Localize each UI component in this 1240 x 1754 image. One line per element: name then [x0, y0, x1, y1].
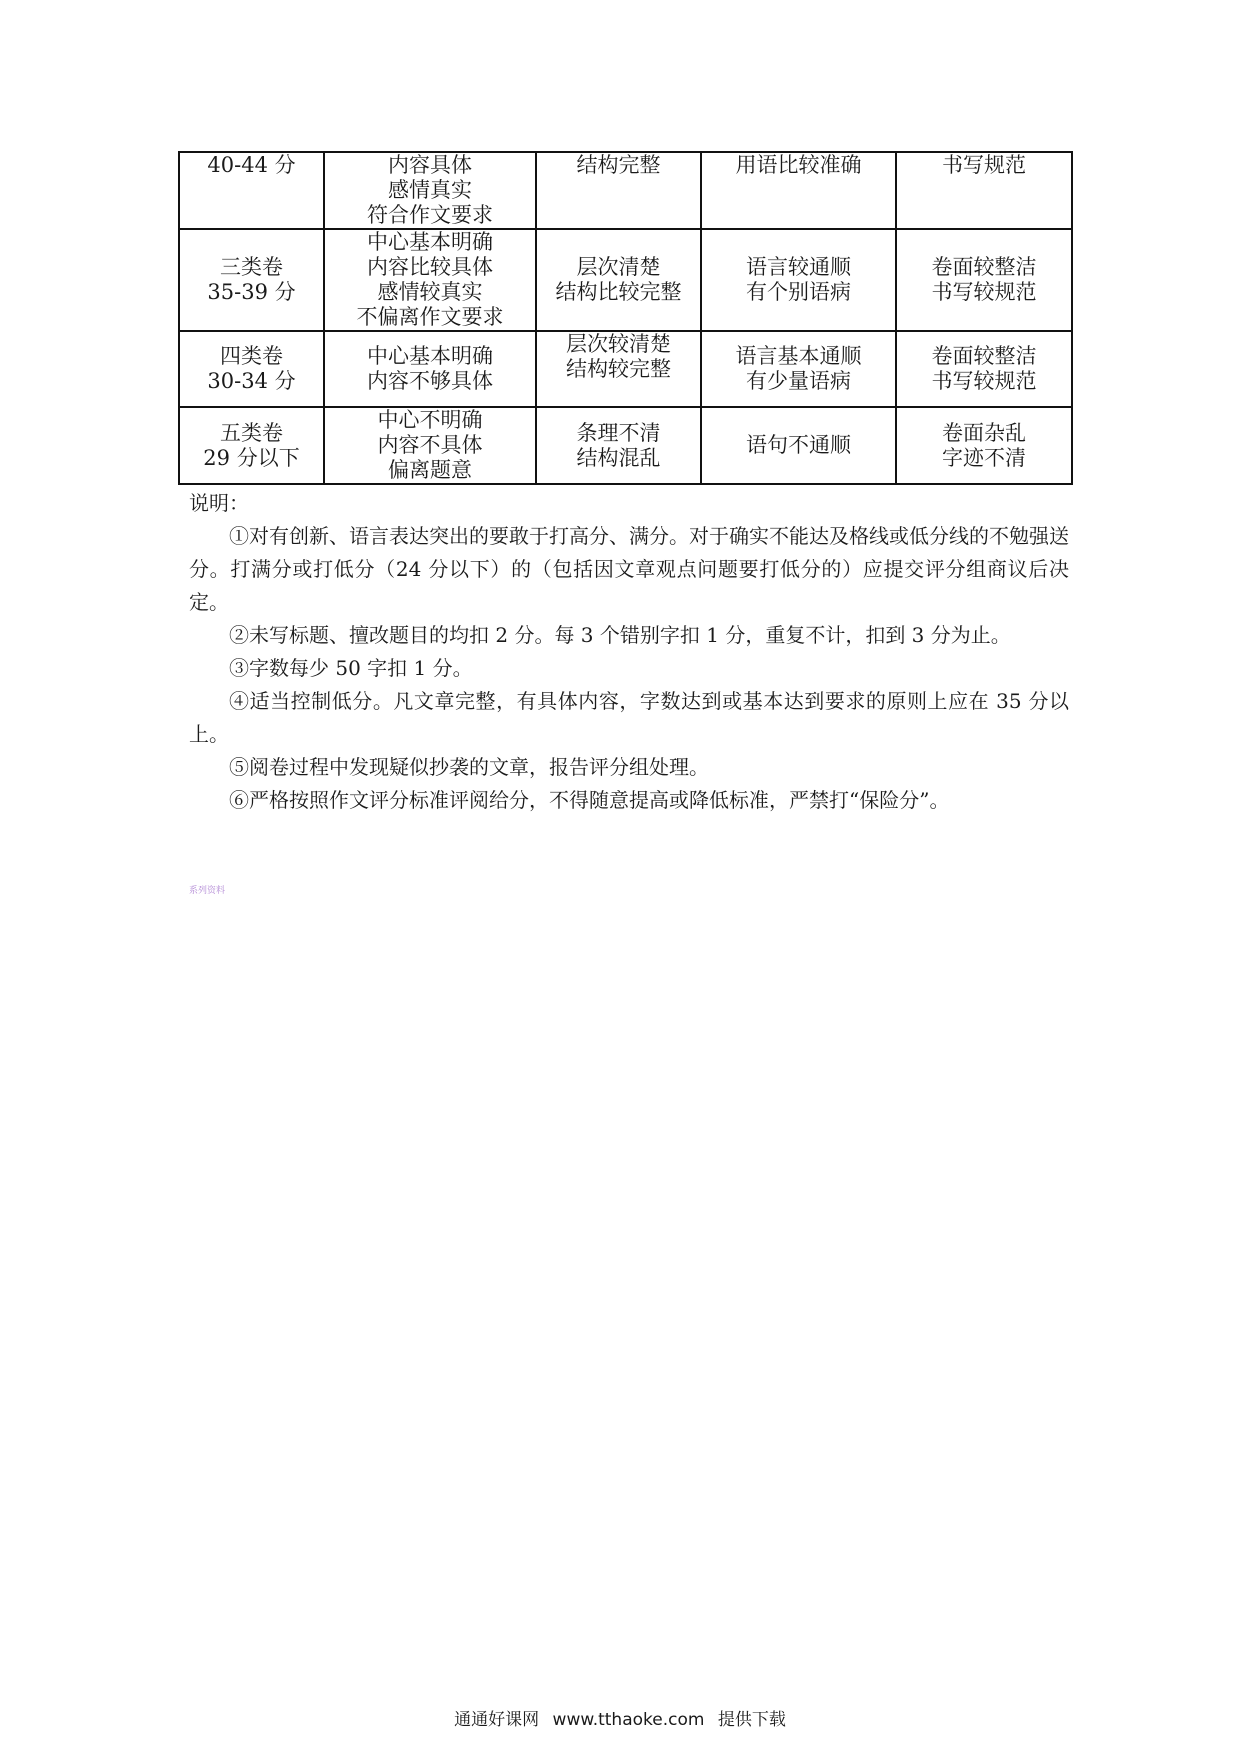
notes-section	[189, 487, 1069, 817]
table-cell: 条理不清 结构混乱	[536, 407, 701, 484]
note-item: ①对有创新、语言表达突出的要敢于打高分、满分。对于确实不能达及格线或低分线的不勉强送分。打满分或打低分（24 分以下）的（包括因文章观点问题要打低分的）应提交评分组商议后决定。	[189, 524, 1069, 614]
table-cell: 语句不通顺	[701, 407, 896, 484]
table-cell: 层次清楚 结构比较完整	[536, 229, 701, 331]
table-cell: 五类卷 29 分以下	[179, 407, 324, 484]
footer-site-name: 通通好课网	[454, 1710, 540, 1730]
table-cell: 用语比较准确	[701, 152, 896, 229]
note-item: ②未写标题、擅改题目的均扣 2 分。每 3 个错别字扣 1 分，重复不计，扣到 3 分为止。	[229, 623, 1011, 647]
footer-url[interactable]: www.tthaoke.com	[552, 1710, 705, 1730]
table-cell: 语言基本通顺 有少量语病	[701, 331, 896, 407]
footer-suffix: 提供下载	[717, 1710, 786, 1730]
table-row	[179, 331, 1072, 407]
table-cell: 书写规范	[896, 152, 1072, 229]
table-row	[179, 407, 1072, 484]
table-cell: 语言较通顺 有个别语病	[701, 229, 896, 331]
note-item: ④适当控制低分。凡文章完整，有具体内容，字数达到或基本达到要求的原则上应在 35 分以上。	[189, 689, 1069, 746]
note-item: ③字数每少 50 字扣 1 分。	[229, 656, 473, 680]
notes-heading: 说明：	[189, 491, 249, 515]
table-row	[179, 229, 1072, 331]
table-row	[179, 152, 1072, 229]
table-cell: 四类卷 30-34 分	[179, 331, 324, 407]
table-cell: 结构完整	[536, 152, 701, 229]
page-footer	[0, 1705, 1240, 1730]
table-cell: 内容具体 感情真实 符合作文要求	[324, 152, 536, 229]
table-cell: 中心基本明确 内容不够具体	[324, 331, 536, 407]
table-cell: 卷面较整洁 书写较规范	[896, 229, 1072, 331]
note-item: ⑥严格按照作文评分标准评阅给分，不得随意提高或降低标准，严禁打“保险分”。	[229, 788, 950, 812]
table-cell: 三类卷 35-39 分	[179, 229, 324, 331]
table-cell: 卷面杂乱 字迹不清	[896, 407, 1072, 484]
table-cell: 中心基本明确 内容比较具体 感情较真实 不偏离作文要求	[324, 229, 536, 331]
scoring-rubric-table	[178, 151, 1073, 485]
table-cell: 40-44 分	[179, 152, 324, 229]
table-cell: 层次较清楚 结构较完整	[536, 331, 701, 407]
series-label: 系列资料	[189, 886, 226, 896]
note-item: ⑤阅卷过程中发现疑似抄袭的文章，报告评分组处理。	[229, 755, 709, 779]
table-cell: 卷面较整洁 书写较规范	[896, 331, 1072, 407]
table-cell: 中心不明确 内容不具体 偏离题意	[324, 407, 536, 484]
